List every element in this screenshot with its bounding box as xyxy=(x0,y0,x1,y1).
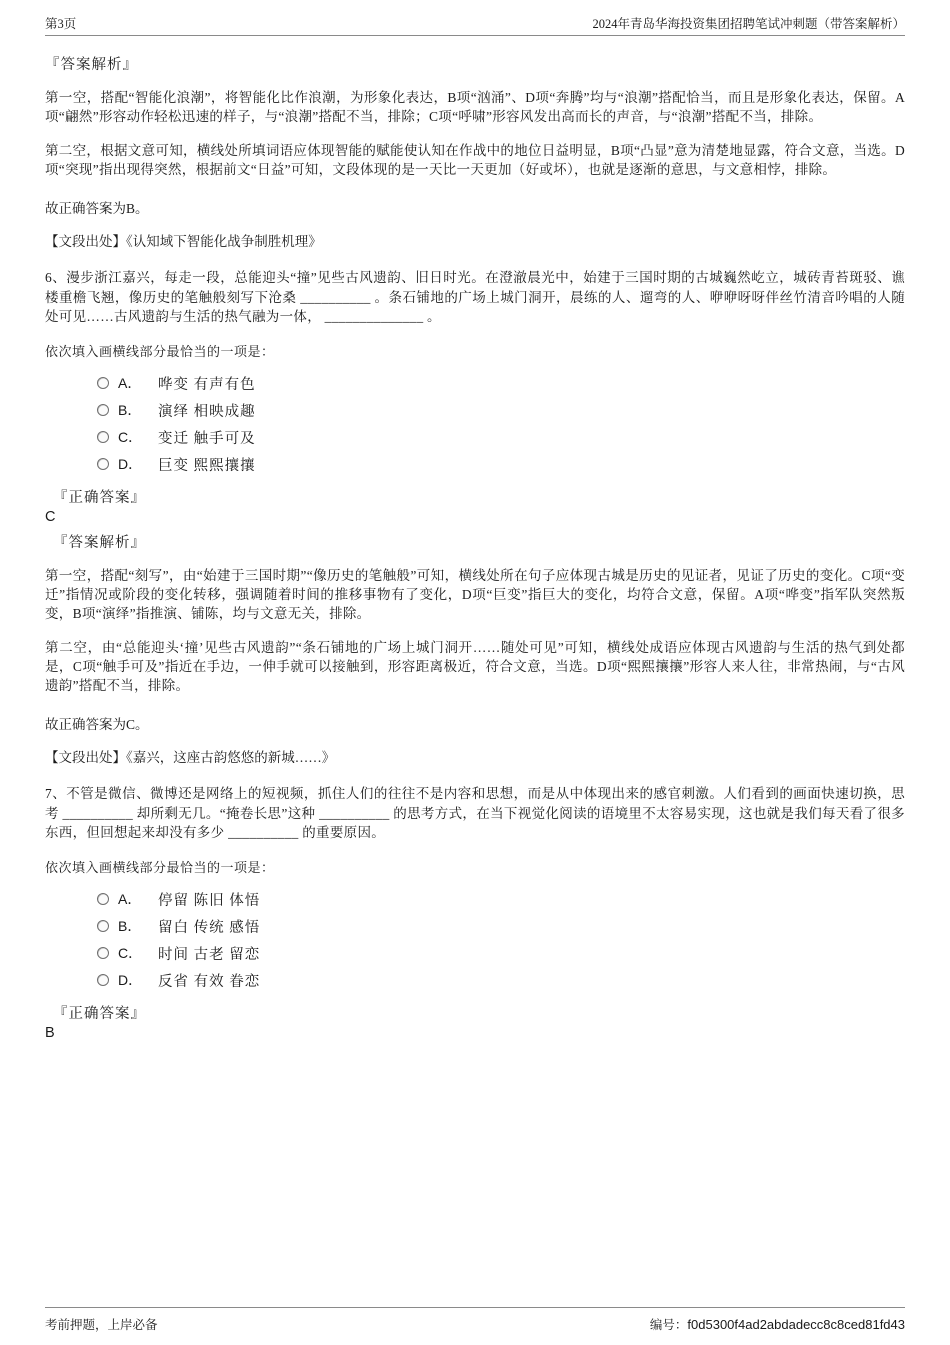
option-row-d[interactable] xyxy=(97,967,905,994)
page-header xyxy=(45,0,905,36)
option-letter: D． xyxy=(118,456,143,473)
option-letter: B． xyxy=(118,918,142,935)
radio-button-icon[interactable] xyxy=(97,458,109,470)
radio-button-icon[interactable] xyxy=(97,431,109,443)
document-title: 2024年青岛华海投资集团招聘笔试冲刺题（带答案解析） xyxy=(592,17,905,31)
page-number: 第3页 xyxy=(45,17,77,31)
serial-number-label: 编号： xyxy=(649,1318,688,1332)
option-text: 时间 古老 留恋 xyxy=(158,946,261,963)
option-letter: D． xyxy=(118,972,143,989)
page-footer xyxy=(45,1307,905,1333)
question-6-stem: 6、漫步浙江嘉兴，每走一段，总能迎头“撞”见些古风遗韵、旧日时光。在澄澈晨光中，始建于三国时期的古城巍然屹立，城砖青苔斑驳、谯楼重檐飞翘，像历史的笔触般刻写下沧桑 __________ 。条石铺地的广场上城门洞开，晨练的人、遛弯的人、咿咿呀呀伴丝竹清音吟唱的人随处可见……古风遗韵与生活的热气融为一体， ______________ 。 xyxy=(45,270,905,325)
option-letter: A． xyxy=(118,891,142,908)
option-letter: A． xyxy=(118,375,142,392)
conclusion-text: 故正确答案为B。 xyxy=(45,201,149,217)
conclusion-text: 故正确答案为C。 xyxy=(45,717,149,733)
analysis-paragraph: 第一空，搭配“刻写”，由“始建于三国时期”“像历史的笔触般”可知，横线处所在句子应体现古城是历史的见证者，见证了历史的变化。C项“变迁”指情况或阶段的变化转移，强调随着时间的推移事物有了变化，D项“巨变”指巨大的变化，均符合文意，保留。A项“哗变”指军队突然叛变，B项“演绎”指推演、铺陈，均与文意无关，排除。 xyxy=(45,567,905,622)
radio-button-icon[interactable] xyxy=(97,974,109,986)
option-text: 停留 陈旧 体悟 xyxy=(158,892,261,909)
footer-serial xyxy=(650,1315,905,1333)
option-row-c[interactable] xyxy=(97,424,905,451)
correct-answer-label: 『正确答案』 xyxy=(53,489,146,506)
answer-analysis-heading: 『答案解析』 xyxy=(53,534,146,551)
radio-button-icon[interactable] xyxy=(97,920,109,932)
radio-button-icon[interactable] xyxy=(97,377,109,389)
radio-button-icon[interactable] xyxy=(97,947,109,959)
option-text: 留白 传统 感悟 xyxy=(158,919,261,936)
option-row-d[interactable] xyxy=(97,451,905,478)
option-row-c[interactable] xyxy=(97,940,905,967)
analysis-paragraph: 第二空，根据文意可知，横线处所填词语应体现智能的赋能使认知在作战中的地位日益明显，B项“凸显”意为清楚地显露，符合文意，当选。D项“突现”指出现得突然，根据前文“日益”可知，文段体现的是一天比一天更加（好或坏），也就是逐渐的意思，与文意相悖，排除。 xyxy=(45,142,905,177)
question-6-options xyxy=(97,370,905,478)
serial-number-value: f0d5300f4ad2abdadecc8c8ced81fd43 xyxy=(687,1317,905,1332)
footer-slogan: 考前押题，上岸必备 xyxy=(45,1318,158,1332)
source-text: 【文段出处】《认知域下智能化战争制胜机理》 xyxy=(45,234,322,250)
option-letter: C． xyxy=(118,945,143,962)
option-text: 变迁 触手可及 xyxy=(158,430,256,447)
option-row-b[interactable] xyxy=(97,913,905,940)
option-letter: B． xyxy=(118,402,142,419)
correct-answer-label: 『正确答案』 xyxy=(53,1005,146,1022)
source-text: 【文段出处】《嘉兴，这座古韵悠悠的新城……》 xyxy=(45,750,336,766)
analysis-paragraph: 第一空，搭配“智能化浪潮”，将智能化比作浪潮，为形象化表达，B项“汹涌”、D项“奔腾”均与“浪潮”搭配恰当，而且是形象化表达，保留。A项“翩然”形容动作轻松迅速的样子，与“浪潮”搭配不当，排除；C项“呼啸”形容风发出高而长的声音，与“浪潮”搭配不当，排除。 xyxy=(45,90,905,125)
question-7-stem: 7、不管是微信、微博还是网络上的短视频，抓住人们的往往不是内容和思想，而是从中体现出来的感官刺激。人们看到的画面快速切换，思考 __________ 却所剩无几。“掩卷长思”这种 __________ 的思考方式，在当下视觉化阅读的语境里不太容易实现，这也就是我们每天看了很多东西，但回想起来却没有多少 __________ 的重要原因。 xyxy=(45,786,905,841)
option-text: 巨变 熙熙攘攘 xyxy=(158,457,256,474)
radio-button-icon[interactable] xyxy=(97,404,109,416)
correct-answer-value: B xyxy=(45,1024,55,1041)
option-text: 演绎 相映成趣 xyxy=(158,403,256,420)
option-row-b[interactable] xyxy=(97,397,905,424)
question-7-prompt: 依次填入画横线部分最恰当的一项是： xyxy=(45,859,275,875)
radio-button-icon[interactable] xyxy=(97,893,109,905)
option-text: 反省 有效 眷恋 xyxy=(158,973,261,990)
correct-answer-value: C xyxy=(45,508,56,525)
question-7-options xyxy=(97,886,905,994)
option-text: 哗变 有声有色 xyxy=(158,376,256,393)
option-letter: C． xyxy=(118,429,143,446)
analysis-paragraph: 第二空，由“总能迎头‘撞’见些古风遗韵”“条石铺地的广场上城门洞开……随处可见”可知，横线处成语应体现古风遗韵与生活的热气到处都是，C项“触手可及”指近在手边，一伸手就可以接触到，形容距离极近，符合文意，当选。D项“熙熙攘攘”形容人来人往，非常热闹，与“古风遗韵”搭配不当，排除。 xyxy=(45,639,905,694)
answer-analysis-heading: 『答案解析』 xyxy=(45,57,138,73)
option-row-a[interactable] xyxy=(97,886,905,913)
question-6-prompt: 依次填入画横线部分最恰当的一项是： xyxy=(45,343,275,359)
option-row-a[interactable] xyxy=(97,370,905,397)
